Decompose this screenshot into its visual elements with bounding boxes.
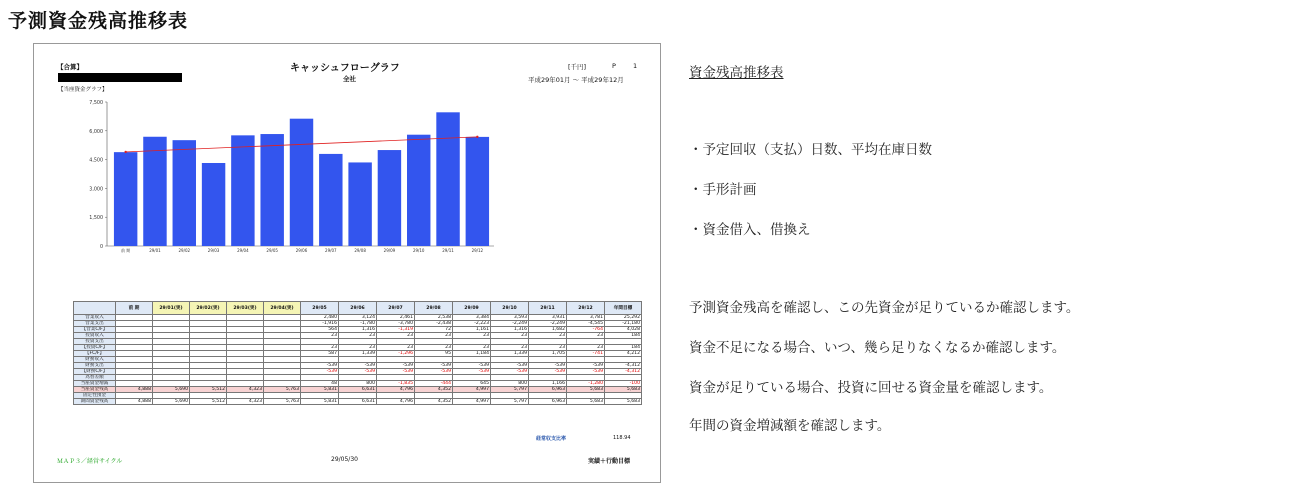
row-label: 期間資金残高: [74, 399, 116, 405]
x-tick-label: 29/04: [237, 248, 249, 253]
x-tick-label: 29/07: [325, 248, 337, 253]
report-subtitle: 全社: [343, 75, 356, 83]
table-header-cell: 29/02(実): [190, 302, 227, 315]
row-label: 【FC/F】: [74, 351, 116, 357]
table-corner: [74, 302, 116, 315]
table-cell: 5,763: [264, 399, 301, 405]
table-cell: -539: [339, 369, 377, 375]
x-tick-label: 29/11: [442, 248, 454, 253]
table-cell: -1,319: [377, 327, 415, 333]
chart-bar: [173, 140, 196, 246]
x-tick-label: 29/12: [471, 248, 484, 253]
table-cell: 23: [491, 333, 529, 339]
table-cell: 23: [529, 345, 567, 351]
table-header-cell: 29/03(実): [227, 302, 264, 315]
table-cell: 23: [301, 345, 339, 351]
balance-bar-chart: [34, 44, 662, 300]
x-tick-label: 前 期: [121, 248, 131, 253]
table-header-cell: 29/11: [529, 302, 567, 315]
chart-bar: [466, 137, 489, 246]
row-label: 財務収入: [74, 357, 116, 363]
table-cell: 4,028: [605, 327, 642, 333]
table-cell: -1,916: [301, 321, 339, 327]
table-cell: -741: [567, 351, 605, 357]
table-cell: 23: [567, 345, 605, 351]
table-cell: -100: [605, 381, 642, 387]
row-label: 投資収入: [74, 333, 116, 339]
table-cell: 6,631: [339, 387, 377, 393]
chart-bar: [114, 152, 137, 246]
row-label: 固定性預金: [74, 393, 116, 399]
row-label: 当座資金残高: [74, 387, 116, 393]
table-cell: 5,763: [264, 387, 301, 393]
table-cell: -539: [491, 369, 529, 375]
footer-date: 29/05/30: [331, 456, 358, 463]
table-cell: 5,683: [567, 387, 605, 393]
table-cell: -539: [453, 363, 491, 369]
chart-bar: [436, 112, 459, 246]
table-cell: -444: [415, 381, 453, 387]
report-sheet: [33, 43, 661, 483]
company-tag: 【合算】: [57, 63, 83, 71]
y-tick-label: 3,000: [89, 187, 103, 193]
table-cell: 4,796: [377, 387, 415, 393]
y-tick-label: 4,500: [89, 158, 103, 164]
table-cell: 23: [339, 333, 377, 339]
table-cell: 3,931: [529, 315, 567, 321]
ratio-label: 経常収支比率: [536, 436, 567, 442]
table-cell: 3,593: [491, 315, 529, 321]
table-cell: -1,835: [377, 381, 415, 387]
table-cell: 1,682: [529, 327, 567, 333]
table-cell: 587: [301, 351, 339, 357]
table-cell: -2,249: [491, 321, 529, 327]
y-tick-label: 7,500: [89, 101, 103, 106]
row-label: 営業支出: [74, 321, 116, 327]
table-cell: -539: [491, 363, 529, 369]
table-cell: -539: [339, 363, 377, 369]
table-cell: -539: [301, 363, 339, 369]
table-cell: 1,339: [491, 351, 529, 357]
y-tick-label: 1,500: [89, 216, 103, 222]
row-label: 【投資C/F】: [74, 345, 116, 351]
table-cell: 4,352: [415, 399, 453, 405]
table-cell: 25,292: [605, 315, 642, 321]
chart-bar: [290, 119, 313, 246]
chart-bar: [407, 135, 430, 246]
table-cell: 95: [415, 351, 453, 357]
notes-paragraph: 予測資金残高を確認し、この先資金が足りているか確認します。: [689, 300, 1080, 316]
table-cell: -4,312: [605, 369, 642, 375]
table-cell: 1,316: [339, 327, 377, 333]
table-cell: 3,124: [339, 315, 377, 321]
cashflow-table: [73, 301, 642, 405]
x-tick-label: 29/06: [295, 248, 308, 253]
table-cell: 5,831: [301, 399, 339, 405]
table-cell: -2,249: [529, 321, 567, 327]
table-cell: -539: [529, 363, 567, 369]
table-cell: 4,796: [377, 399, 415, 405]
row-label: 【財務C/F】: [74, 369, 116, 375]
table-cell: 23: [339, 345, 377, 351]
table-cell: 23: [415, 333, 453, 339]
table-header-cell: 29/05: [301, 302, 339, 315]
table-cell: 23: [529, 333, 567, 339]
table-cell: 1,161: [453, 327, 491, 333]
table-cell: 564: [301, 327, 339, 333]
chart-bar: [348, 162, 371, 246]
table-cell: 4,888: [116, 387, 153, 393]
table-cell: -539: [453, 369, 491, 375]
table-cell: 48: [301, 381, 339, 387]
table-cell: -539: [567, 369, 605, 375]
table-cell: -539: [567, 363, 605, 369]
table-cell: -1,296: [377, 351, 415, 357]
table-header-cell: 29/12: [567, 302, 605, 315]
table-cell: 1,339: [339, 351, 377, 357]
table-row: [74, 399, 642, 405]
table-header-cell: 29/09: [453, 302, 491, 315]
x-tick-label: 29/08: [354, 248, 366, 253]
table-cell: 800: [339, 381, 377, 387]
table-header-cell: 前 期: [116, 302, 153, 315]
x-tick-label: 29/03: [207, 248, 220, 253]
table-cell: 23: [415, 345, 453, 351]
table-cell: 1,316: [491, 327, 529, 333]
table-cell: 5,512: [190, 399, 227, 405]
chart-bar: [231, 135, 254, 246]
table-cell: 5,683: [605, 399, 642, 405]
row-label: 営業収入: [74, 315, 116, 321]
table-cell: 184: [605, 345, 642, 351]
table-cell: -539: [529, 369, 567, 375]
table-cell: 4,212: [605, 351, 642, 357]
x-tick-label: 29/10: [412, 248, 425, 253]
row-label: 【営業C/F】: [74, 327, 116, 333]
table-cell: 3,384: [453, 315, 491, 321]
table-header-cell: 29/06: [339, 302, 377, 315]
row-label: 投資支出: [74, 339, 116, 345]
y-tick-label: 6,000: [89, 129, 103, 135]
period-label: 平成29年01月 ～ 平成29年12月: [528, 76, 624, 84]
table-cell: 23: [301, 333, 339, 339]
table-cell: -1,280: [567, 381, 605, 387]
footer-mode: 実績＋行動目標: [588, 458, 631, 465]
table-cell: 3,781: [567, 315, 605, 321]
table-cell: 5,690: [153, 399, 190, 405]
notes-bullet: ・資金借入、借換え: [689, 222, 811, 238]
table-cell: 4,323: [227, 387, 264, 393]
report-title: キャッシュフローグラフ: [290, 63, 400, 74]
table-cell: 4,997: [453, 387, 491, 393]
chart-bar: [202, 163, 225, 246]
row-label: 財務支出: [74, 363, 116, 369]
table-cell: -539: [415, 369, 453, 375]
table-cell: -764: [567, 327, 605, 333]
table-cell: 645: [453, 381, 491, 387]
notes-paragraph: 資金不足になる場合、いつ、幾ら足りなくなるか確認します。: [689, 340, 1066, 356]
trend-point: [124, 151, 126, 153]
table-cell: 5,683: [567, 399, 605, 405]
table-cell: 72: [415, 327, 453, 333]
table-cell: -539: [301, 369, 339, 375]
table-cell: 23: [453, 333, 491, 339]
table-cell: 5,683: [605, 387, 642, 393]
notes-paragraph: 資金が足りている場合、投資に回せる資金量を確認します。: [689, 380, 1053, 396]
row-label: 当座資金増減: [74, 381, 116, 387]
table-cell: 6,963: [529, 399, 567, 405]
x-tick-label: 29/01: [149, 248, 161, 253]
chart-bar: [378, 150, 401, 246]
table-cell: 23: [377, 345, 415, 351]
chart-bar: [319, 154, 342, 246]
table-cell: 184: [605, 333, 642, 339]
notes-title: 資金残高推移表: [689, 65, 784, 81]
graph-label: 【当座資金グラフ】: [58, 87, 108, 93]
table-cell: 4,888: [116, 399, 153, 405]
table-cell: 6,963: [529, 387, 567, 393]
table-cell: 6,631: [339, 399, 377, 405]
table-header-cell: 年間目標: [605, 302, 642, 315]
notes-bullet: ・予定回収（支払）日数、平均在庫日数: [689, 142, 932, 158]
table-cell: 23: [567, 333, 605, 339]
notes-paragraph: 年間の資金増減額を確認します。: [689, 418, 891, 434]
table-cell: -4,545: [567, 321, 605, 327]
row-label: 為替差額: [74, 375, 116, 381]
table-header-cell: 29/01(実): [153, 302, 190, 315]
page-label: P: [612, 62, 616, 70]
y-tick-label: 0: [99, 245, 103, 250]
table-header-cell: 29/10: [491, 302, 529, 315]
chart-bar: [260, 134, 283, 246]
table-cell: 1,705: [529, 351, 567, 357]
table-cell: -539: [415, 363, 453, 369]
chart-bar: [143, 137, 166, 246]
table-cell: -539: [377, 369, 415, 375]
ratio-value: 118.94: [613, 435, 631, 441]
table-cell: 2,461: [377, 315, 415, 321]
table-cell: 23: [377, 333, 415, 339]
table-cell: -539: [377, 363, 415, 369]
table-cell: 5,831: [301, 387, 339, 393]
table-cell: 2,480: [301, 315, 339, 321]
table-cell: 5,797: [491, 399, 529, 405]
unit-label: [千円]: [568, 63, 587, 71]
table-cell: 4,997: [453, 399, 491, 405]
table-cell: 5,690: [153, 387, 190, 393]
notes-bullet: ・手形計画: [689, 182, 757, 198]
x-tick-label: 29/09: [383, 248, 396, 253]
table-cell: -2,223: [453, 321, 491, 327]
table-cell: -21,180: [605, 321, 642, 327]
page-number: 1: [633, 62, 638, 70]
table-cell: 1,184: [453, 351, 491, 357]
footer-system-name: ＭＡＰ３／経営サイクル: [57, 458, 123, 465]
table-cell: 4,352: [415, 387, 453, 393]
x-tick-label: 29/02: [178, 248, 191, 253]
table-cell: 5,797: [491, 387, 529, 393]
table-cell: -2,438: [415, 321, 453, 327]
table-cell: -3,780: [377, 321, 415, 327]
table-cell: 5,512: [190, 387, 227, 393]
table-cell: 23: [491, 345, 529, 351]
table-cell: 2,538: [415, 315, 453, 321]
table-cell: -1,780: [339, 321, 377, 327]
table-cell: -4,312: [605, 363, 642, 369]
table-cell: 4,323: [227, 399, 264, 405]
page-title: 予測資金残高推移表: [8, 10, 189, 32]
trend-point: [476, 136, 478, 138]
table-header-cell: 29/04(実): [264, 302, 301, 315]
x-tick-label: 29/05: [266, 248, 278, 253]
table-cell: 800: [491, 381, 529, 387]
table-cell: 23: [453, 345, 491, 351]
table-header-cell: 29/07: [377, 302, 415, 315]
table-cell: 1,166: [529, 381, 567, 387]
table-header-cell: 29/08: [415, 302, 453, 315]
